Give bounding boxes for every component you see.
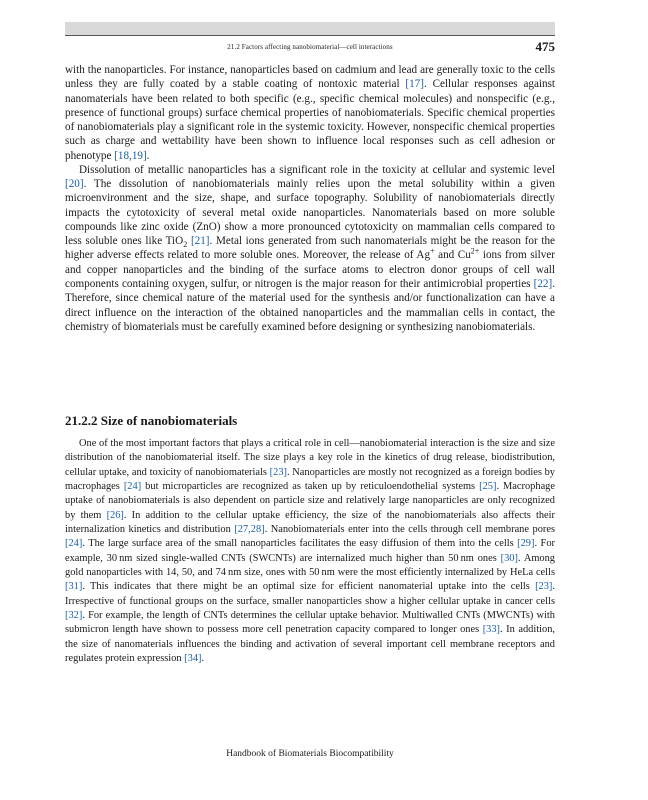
citation-link[interactable]: [30] — [500, 552, 518, 564]
header-bar — [65, 22, 555, 35]
citation-link[interactable]: [23] — [269, 466, 287, 478]
citation-link[interactable]: [20] — [65, 178, 84, 191]
citation-link[interactable]: [27,28] — [234, 524, 265, 536]
text-block-lower — [65, 437, 555, 667]
running-title: 21.2 Factors affecting nanobiomaterial—cell interactions — [227, 43, 393, 51]
citation-link[interactable]: [26] — [106, 509, 124, 521]
running-head — [65, 40, 555, 56]
citation-link[interactable]: [21] — [190, 235, 210, 248]
paragraph-3: One of the most important factors that plays a critical role in cell—nanobiomaterial interaction is the size and size distribution of the nanobiomaterial itself. The size plays a key role in the kinetics of drug release, biodistribution, cellular uptake, and toxicity of nanobiomaterials [23]. Nanoparticles are mostly not recognized as a foreign bodies by macrophages [24] but microparticles are recognized as taken up by reticuloendothelial systems [25]. Macrophage uptake of nanobiomaterials is also dependent on particle size and relatively large nanoparticles are only recognized by them [26]. In addition to the cellular uptake efficiency, the size of the nanobiomaterials also affects their internalization kinetics and distribution [27,28]. Nanobiomaterials enter into the cells through cell membrane pores [24]. The large surface area of the small nanoparticles facilitates the easy diffusion of them into the cells [29]. For example, 30 nm sized single-walled CNTs (SWCNTs) are internalized much higher than 50 nm ones [30]. Among gold nanoparticles with 14, 50, and 74 nm size, ones with 50 nm were the most efficiently internalized by HeLa cells [31]. This indicates that there might be an optimal size for efficient nanomaterial uptake into the cells [23]. Irrespective of functional groups on the surface, smaller nanoparticles show a higher cellular uptake in cancer cells [32]. For example, the length of CNTs determines the cellular uptake behavior. Multiwalled CNTs (MWCNTs) with submicron length have shown to possess more cell penetration capacity compared to longer ones [33]. In addition, the size of nanomaterials influences the binding and activation of several important cell membrane receptors and regulates protein expression [34]. — [65, 438, 556, 665]
header-rule — [65, 35, 555, 36]
citation-link[interactable]: [31] — [65, 581, 83, 593]
page-number: 475 — [535, 39, 555, 54]
citation-link[interactable]: [17] — [405, 78, 424, 91]
paragraph-1: with the nanoparticles. For instance, nanoparticles based on cadmium and lead are generally toxic to the cells unless they are fully coated by a stable coating of nontoxic material [17]. Cellular responses against nanomaterials have been related to both specific (e.g., specific chemical molecules) and nonspecific (e.g., presence of functional groups) surface chemical properties of nanobiomaterials. Specific chemical properties of nanobiomaterials play a significant role in the systemic toxicity. However, nonspecific chemical properties such as charge and wettability have been shown to influence local responses such as cell adhesion or phenotype [18,19]. — [65, 64, 555, 162]
citation-link[interactable]: [34] — [184, 653, 202, 665]
citation-link[interactable]: [23] — [535, 581, 553, 593]
footer-book-title: Handbook of Biomaterials Biocompatibility — [226, 749, 394, 759]
citation-link[interactable]: [25] — [479, 481, 497, 493]
citation-link[interactable]: [29] — [517, 538, 535, 550]
section-heading: 21.2.2 Size of nanobiomaterials — [65, 413, 238, 428]
paragraph-2: Dissolution of metallic nanoparticles has a significant role in the toxicity at cellular and systemic level [20]. The dissolution of nanobiomaterials mainly relies upon the metal solubility within a given microenvironment and the size, shape, and surface topography. Solubility of nanobiomaterials directly impacts the cytotoxicity of several metal oxide nanoparticles. Nanomaterials based on more soluble compounds like zinc oxide (ZnO) show a more pronounced cytotoxicity on mammalian cells compared to less soluble ones like TiO$_2$ [21]. Metal ions generated from such nanomaterials might be the reason for the higher adverse effects related to more soluble ones. Moreover, the release of Ag+ and $Cu^{2+}$ ions from silver and copper nanoparticles and the binding of the surface atoms to electron donor groups of cell wall components containing oxygen, sulfur, or nitrogen is the major reason for their antimicrobial properties [22]. Therefore, since chemical nature of the material used for the synthesis and/or functionalization can have a direct influence on the interaction of the obtained nanoparticles and the mammalian cells in contact, the chemistry of biomaterials must be carefully examined before designing or synthesizing nanobiomaterials. — [65, 163, 555, 333]
citation-link[interactable]: [24] — [65, 538, 83, 550]
text-block-upper — [65, 63, 555, 334]
citation-link[interactable]: [32] — [65, 610, 83, 622]
citation-link[interactable]: [18,19] — [114, 149, 147, 162]
citation-link[interactable]: [33] — [482, 624, 501, 636]
citation-link[interactable]: [24] — [123, 481, 142, 493]
citation-link[interactable]: [22] — [533, 277, 553, 290]
